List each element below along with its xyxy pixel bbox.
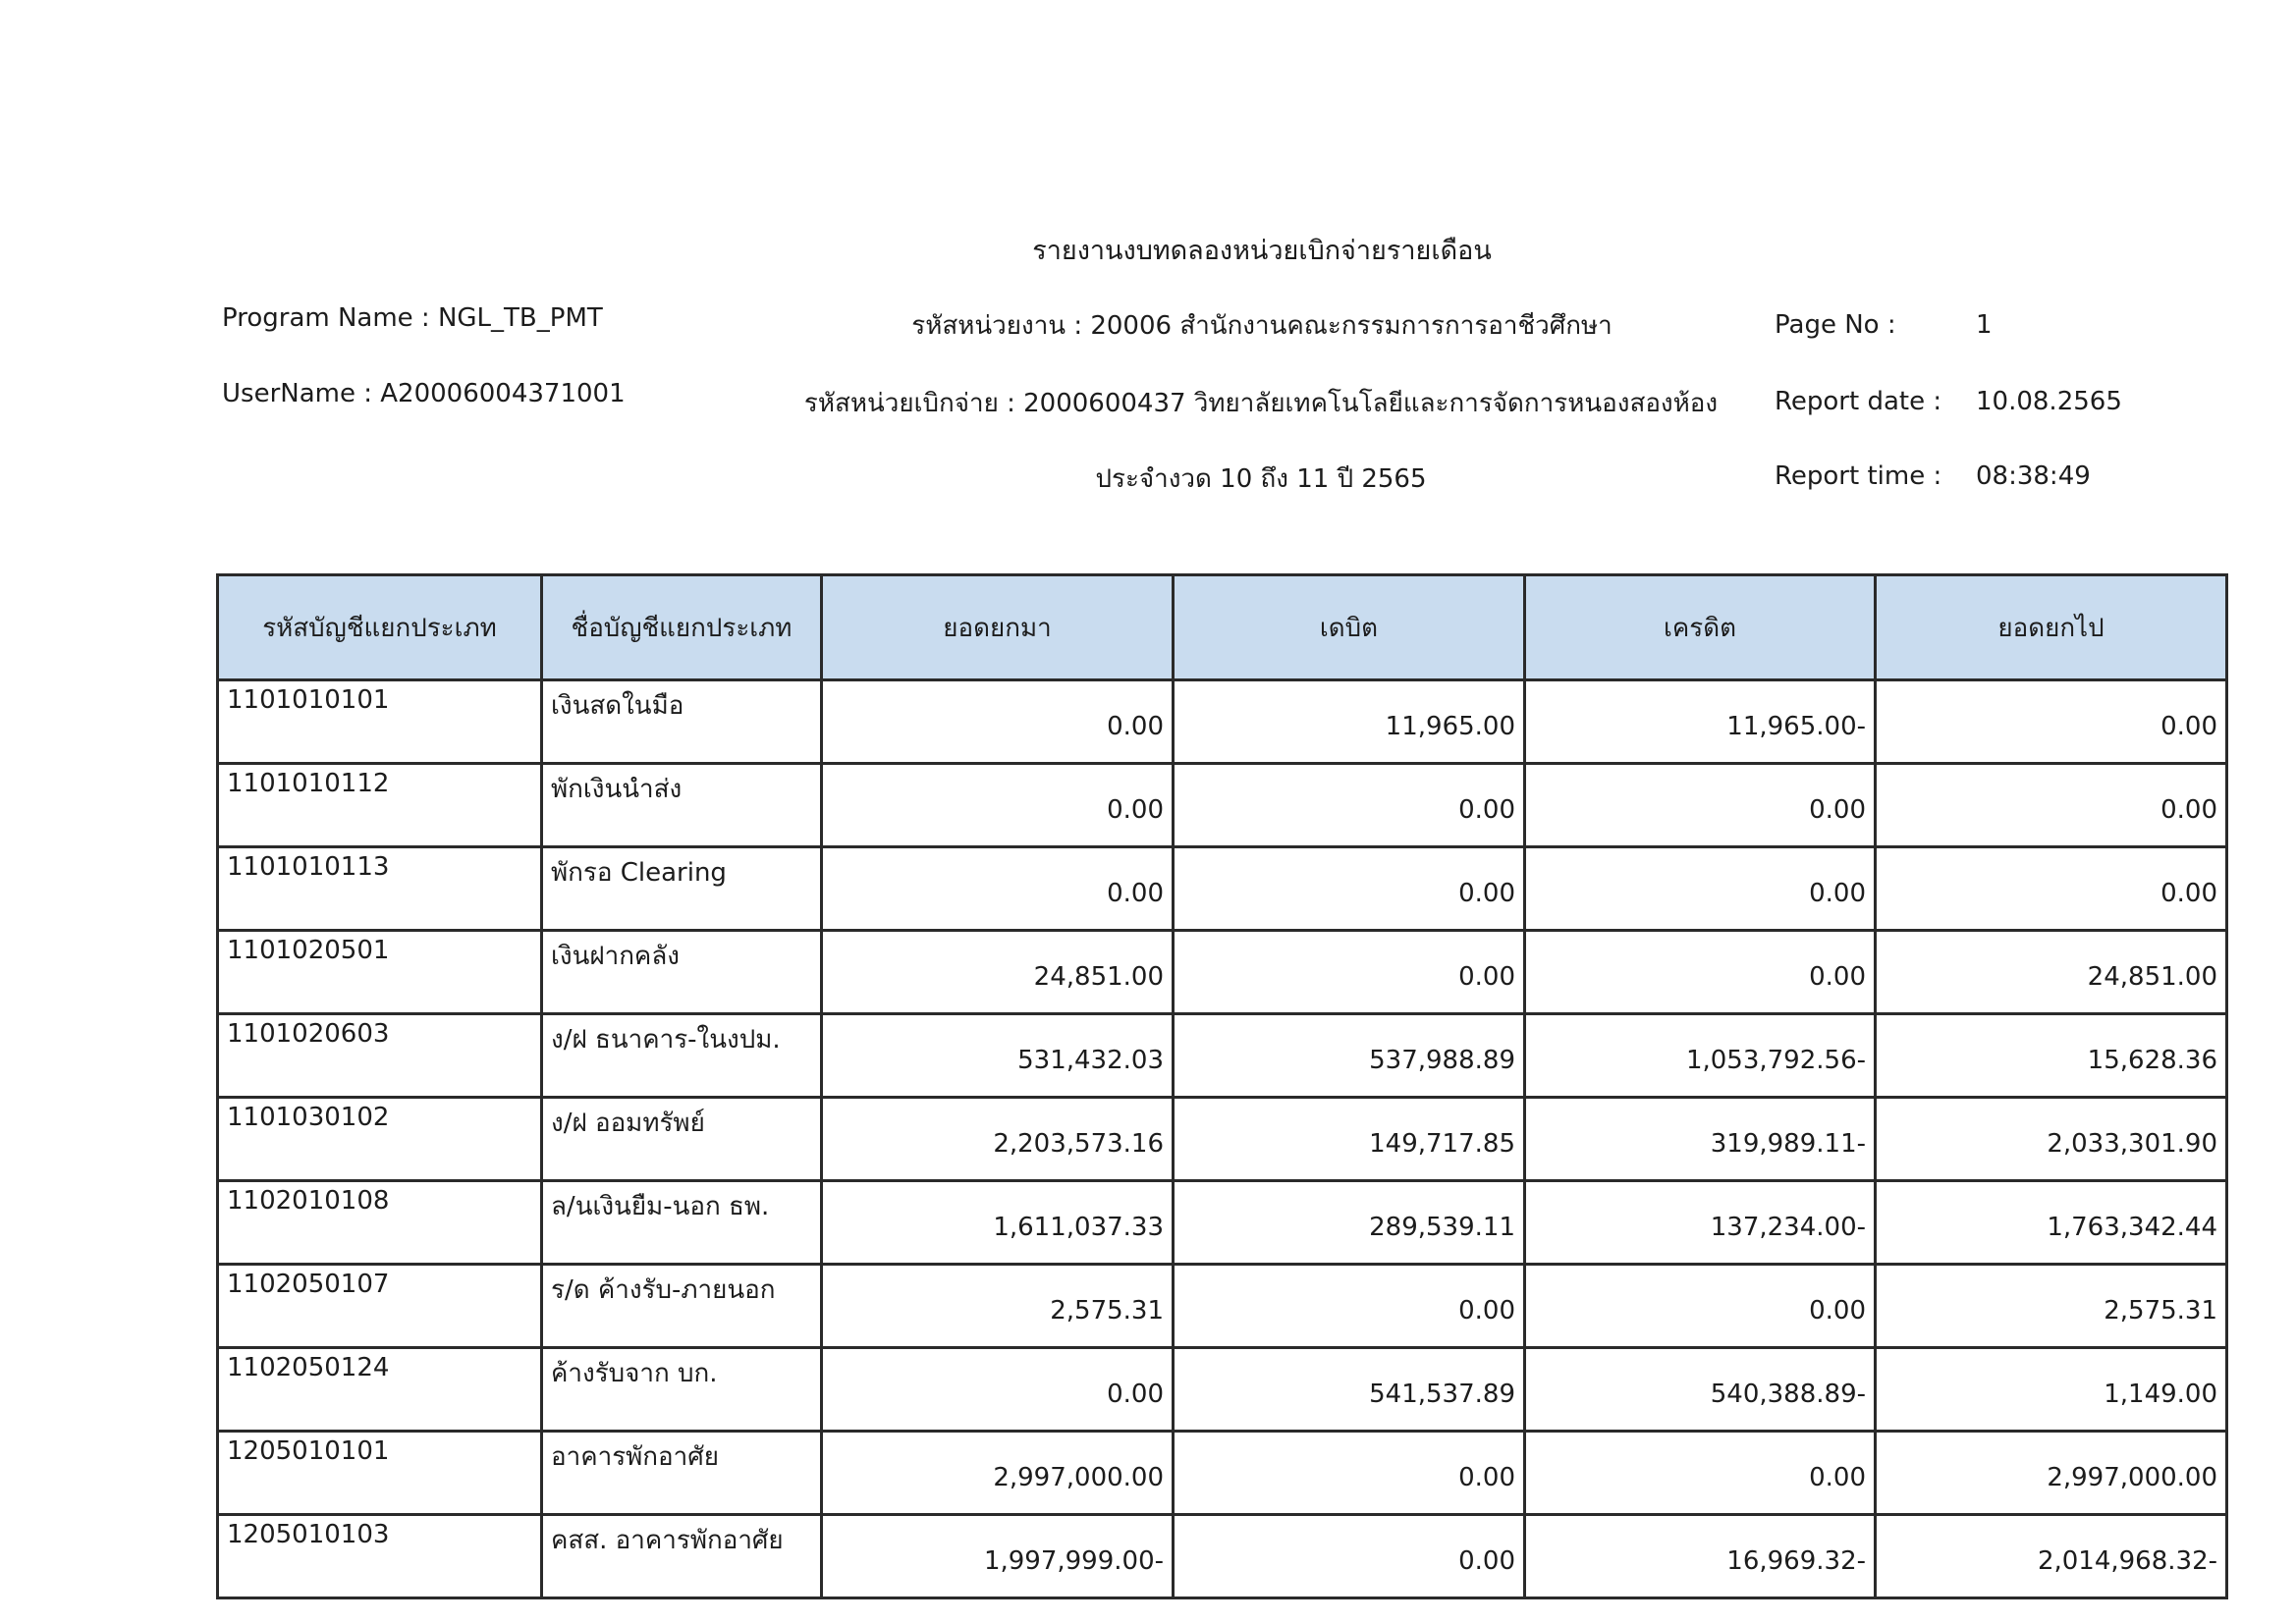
opening-balance-cell: 24,851.00 (822, 931, 1174, 1014)
account-code-cell: 1101010113 (218, 847, 542, 931)
closing-balance-cell: 2,014,968.32- (1876, 1515, 2227, 1598)
account-code-cell: 1205010103 (218, 1515, 542, 1598)
table-row (218, 1515, 2227, 1598)
credit-cell: 0.00 (1525, 931, 1876, 1014)
account-name-cell: อาคารพักอาศัย (542, 1432, 822, 1515)
closing-balance-cell: 0.00 (1876, 680, 2227, 764)
account-code-cell: 1101010101 (218, 680, 542, 764)
credit-cell: 540,388.89- (1525, 1348, 1876, 1432)
account-name-cell: พักรอ Clearing (542, 847, 822, 931)
closing-balance-cell: 15,628.36 (1876, 1014, 2227, 1098)
report-time-label: Report time : (1775, 461, 1942, 491)
table-row (218, 1348, 2227, 1432)
header-closing-balance: ยอดยกไป (1876, 575, 2227, 680)
report-date-label: Report date : (1775, 387, 1942, 416)
table-row (218, 847, 2227, 931)
account-code-cell: 1101020501 (218, 931, 542, 1014)
opening-balance-cell: 2,997,000.00 (822, 1432, 1174, 1515)
header-opening-balance: ยอดยกมา (822, 575, 1174, 680)
debit-cell: 0.00 (1174, 1432, 1525, 1515)
report-title: รายงานงบทดลองหน่วยเบิกจ่ายรายเดือน (1032, 236, 1492, 266)
account-code-cell: 1101010112 (218, 764, 542, 847)
account-name-cell: คสส. อาคารพักอาศัย (542, 1515, 822, 1598)
closing-balance-cell: 1,149.00 (1876, 1348, 2227, 1432)
credit-cell: 16,969.32- (1525, 1515, 1876, 1598)
closing-balance-cell: 24,851.00 (1876, 931, 2227, 1014)
table-row (218, 1014, 2227, 1098)
account-name-cell: ง/ฝ ธนาคาร-ในงปม. (542, 1014, 822, 1098)
debit-cell: 0.00 (1174, 1515, 1525, 1598)
table-row (218, 1098, 2227, 1181)
credit-cell: 0.00 (1525, 1432, 1876, 1515)
table-row (218, 1265, 2227, 1348)
debit-cell: 541,537.89 (1174, 1348, 1525, 1432)
debit-cell: 11,965.00 (1174, 680, 1525, 764)
header-debit: เดบิต (1174, 575, 1525, 680)
opening-balance-cell: 2,203,573.16 (822, 1098, 1174, 1181)
closing-balance-cell: 2,997,000.00 (1876, 1432, 2227, 1515)
program-name: Program Name : NGL_TB_PMT (222, 303, 603, 333)
opening-balance-cell: 0.00 (822, 764, 1174, 847)
closing-balance-cell: 0.00 (1876, 764, 2227, 847)
account-name-cell: ง/ฝ ออมทรัพย์ (542, 1098, 822, 1181)
period-line: ประจำงวด 10 ถึง 11 ปี 2565 (1095, 464, 1427, 494)
table-row (218, 1432, 2227, 1515)
table-row (218, 931, 2227, 1014)
opening-balance-cell: 0.00 (822, 680, 1174, 764)
trial-balance-table (216, 573, 2228, 1599)
closing-balance-cell: 1,763,342.44 (1876, 1181, 2227, 1265)
report-time-value: 08:38:49 (1976, 461, 2091, 491)
credit-cell: 0.00 (1525, 764, 1876, 847)
account-name-cell: เงินฝากคลัง (542, 931, 822, 1014)
credit-cell: 11,965.00- (1525, 680, 1876, 764)
account-code-cell: 1205010101 (218, 1432, 542, 1515)
account-name-cell: เงินสดในมือ (542, 680, 822, 764)
closing-balance-cell: 2,033,301.90 (1876, 1098, 2227, 1181)
user-name: UserName : A20006004371001 (222, 379, 626, 408)
table-row (218, 764, 2227, 847)
debit-cell: 537,988.89 (1174, 1014, 1525, 1098)
opening-balance-cell: 0.00 (822, 1348, 1174, 1432)
debit-cell: 289,539.11 (1174, 1181, 1525, 1265)
opening-balance-cell: 1,611,037.33 (822, 1181, 1174, 1265)
account-code-cell: 1102010108 (218, 1181, 542, 1265)
account-name-cell: พักเงินนำส่ง (542, 764, 822, 847)
header-account-code: รหัสบัญชีแยกประเภท (218, 575, 542, 680)
credit-cell: 0.00 (1525, 1265, 1876, 1348)
credit-cell: 137,234.00- (1525, 1181, 1876, 1265)
disbursing-unit-line: รหัสหน่วยเบิกจ่าย : 2000600437 วิทยาลัยเทคโนโลยีและการจัดการหนองสองห้อง (803, 389, 1719, 418)
opening-balance-cell: 531,432.03 (822, 1014, 1174, 1098)
opening-balance-cell: 1,997,999.00- (822, 1515, 1174, 1598)
table-row (218, 680, 2227, 764)
table-header-row (218, 575, 2227, 680)
debit-cell: 0.00 (1174, 1265, 1525, 1348)
closing-balance-cell: 0.00 (1876, 847, 2227, 931)
header-credit: เครดิต (1525, 575, 1876, 680)
closing-balance-cell: 2,575.31 (1876, 1265, 2227, 1348)
header-account-name: ชื่อบัญชีแยกประเภท (542, 575, 822, 680)
agency-line: รหัสหน่วยงาน : 20006 สำนักงานคณะกรรมการการอาชีวศึกษา (911, 311, 1613, 341)
debit-cell: 0.00 (1174, 847, 1525, 931)
account-code-cell: 1101030102 (218, 1098, 542, 1181)
debit-cell: 0.00 (1174, 764, 1525, 847)
debit-cell: 0.00 (1174, 931, 1525, 1014)
account-name-cell: ค้างรับจาก บก. (542, 1348, 822, 1432)
account-name-cell: ล/นเงินยืม-นอก ธพ. (542, 1181, 822, 1265)
account-code-cell: 1102050107 (218, 1265, 542, 1348)
account-code-cell: 1101020603 (218, 1014, 542, 1098)
account-code-cell: 1102050124 (218, 1348, 542, 1432)
page-no-value: 1 (1976, 310, 1993, 340)
table-row (218, 1181, 2227, 1265)
opening-balance-cell: 0.00 (822, 847, 1174, 931)
credit-cell: 1,053,792.56- (1525, 1014, 1876, 1098)
page-no-label: Page No : (1775, 310, 1896, 340)
debit-cell: 149,717.85 (1174, 1098, 1525, 1181)
credit-cell: 319,989.11- (1525, 1098, 1876, 1181)
credit-cell: 0.00 (1525, 847, 1876, 931)
account-name-cell: ร/ด ค้างรับ-ภายนอก (542, 1265, 822, 1348)
report-date-value: 10.08.2565 (1976, 387, 2122, 416)
opening-balance-cell: 2,575.31 (822, 1265, 1174, 1348)
